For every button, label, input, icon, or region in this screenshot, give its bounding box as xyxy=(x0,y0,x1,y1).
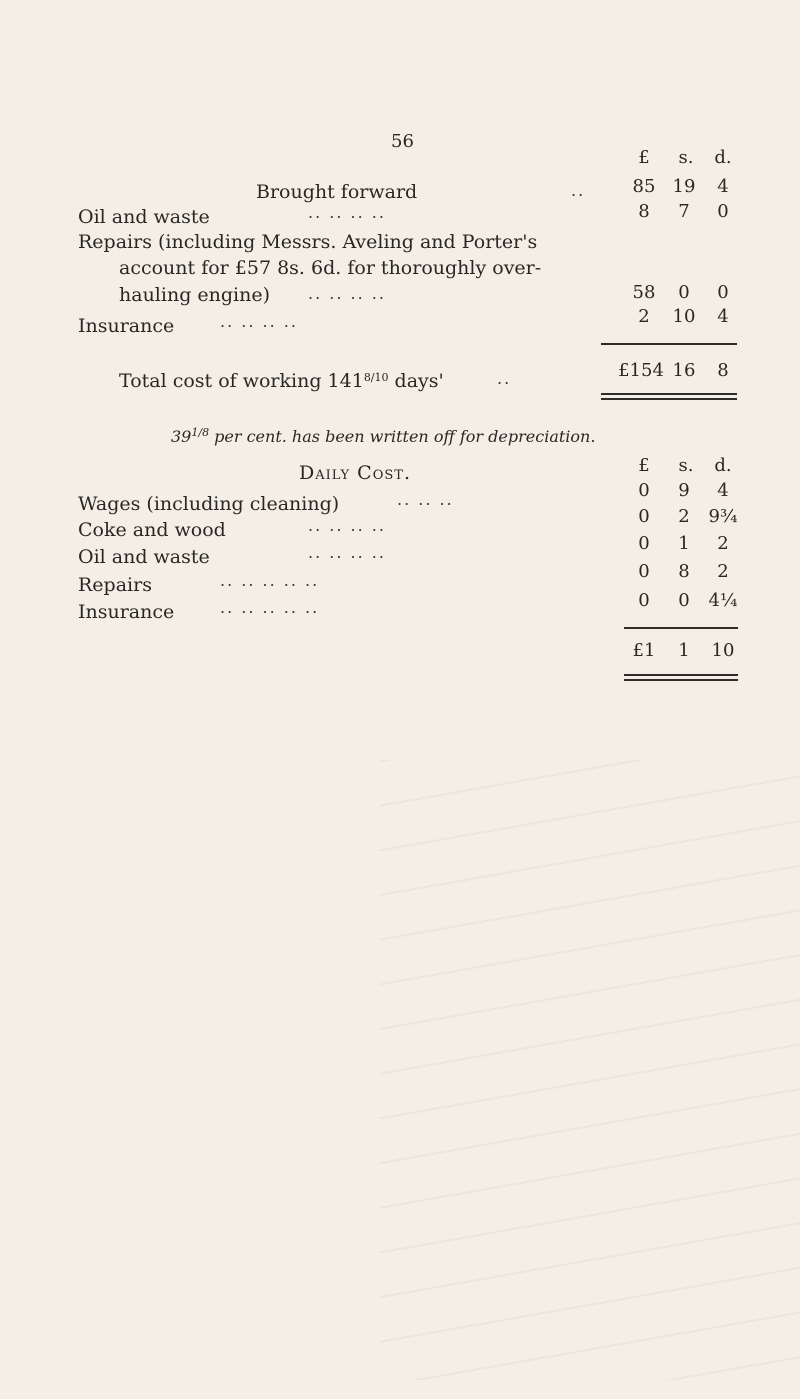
daily-row-coke-pounds: 0 xyxy=(638,506,650,527)
insurance-pounds: 2 xyxy=(638,306,650,327)
daily-row-repairs-shillings: 8 xyxy=(678,561,690,582)
daily-row-wages-leader: .. .. .. xyxy=(397,490,454,509)
total-days-fraction: 8/10 xyxy=(363,371,389,384)
insurance-leader: .. .. .. .. xyxy=(220,312,298,331)
total-double-rule-top xyxy=(601,393,737,395)
daily-row-repairs-pence: 2 xyxy=(717,561,729,582)
daily-total-pounds: £1 xyxy=(632,640,656,661)
daily-row-coke-label: Coke and wood xyxy=(78,519,226,541)
daily-row-oil-label: Oil and waste xyxy=(78,546,210,568)
daily-row-oil-pounds: 0 xyxy=(638,533,650,554)
repairs-line-3: hauling engine) xyxy=(119,284,271,306)
total-pounds: £154 xyxy=(618,360,664,381)
pounds-header: £ xyxy=(638,147,650,168)
repairs-line-2: account for £57 8s. 6d. for thoroughly over- xyxy=(119,257,542,279)
repairs-shillings: 0 xyxy=(678,282,690,303)
shillings-header: s. xyxy=(678,147,694,168)
daily-row-insurance-leader: .. .. .. .. .. xyxy=(220,598,320,617)
insurance-label: Insurance xyxy=(78,315,175,337)
daily-row-repairs-label: Repairs xyxy=(78,574,152,596)
insurance-shillings: 10 xyxy=(672,306,696,327)
daily-row-oil-leader: .. .. .. .. xyxy=(308,543,386,562)
repairs-leader: .. .. .. .. xyxy=(308,284,386,303)
brought-forward-pounds: 85 xyxy=(632,176,656,197)
oil-and-waste-shillings: 7 xyxy=(678,201,690,222)
daily-row-coke-pence: 9¾ xyxy=(708,506,738,527)
daily-row-oil-pence: 2 xyxy=(717,533,729,554)
repairs-line-1: Repairs (including Messrs. Aveling and Porter's xyxy=(78,231,538,253)
repairs-pence: 0 xyxy=(717,282,729,303)
total-pence: 8 xyxy=(717,360,729,381)
pence-header: d. xyxy=(714,147,732,168)
total-cost-label: Total cost of working $141^{8/10}$ days' xyxy=(119,370,444,392)
reverse-page-bleed-through xyxy=(380,760,800,1380)
brought-forward-pence: 4 xyxy=(717,176,729,197)
oil-and-waste-pence: 0 xyxy=(717,201,729,222)
daily-row-insurance-pounds: 0 xyxy=(638,590,650,611)
daily-row-wages-label: Wages (including cleaning) xyxy=(78,493,340,515)
brought-forward-shillings: 19 xyxy=(672,176,696,197)
daily-total-double-rule-bottom xyxy=(624,679,738,681)
daily-subtotal-rule xyxy=(624,627,738,629)
daily-total-pence: 10 xyxy=(711,640,735,661)
repairs-pounds: 58 xyxy=(632,282,656,303)
subtotal-rule xyxy=(601,343,737,345)
daily-shillings-header: s. xyxy=(678,455,694,476)
oil-and-waste-leader: .. .. .. .. xyxy=(308,203,386,222)
daily-row-wages-shillings: 9 xyxy=(678,480,690,501)
daily-row-wages-pence: 4 xyxy=(717,480,729,501)
daily-row-insurance-shillings: 0 xyxy=(678,590,690,611)
brought-forward-label: Brought forward xyxy=(256,181,418,203)
oil-and-waste-pounds: 8 xyxy=(638,201,650,222)
total-double-rule-bottom xyxy=(601,398,737,400)
insurance-pence: 4 xyxy=(717,306,729,327)
daily-total-shillings: 1 xyxy=(678,640,690,661)
daily-row-coke-leader: .. .. .. .. xyxy=(308,516,386,535)
daily-cost-heading: Daily Cost. xyxy=(299,462,411,484)
daily-row-insurance-pence: 4¼ xyxy=(708,590,738,611)
depreciation-note: $39^{1/8}$ per cent. has been written off for depreciation. xyxy=(171,426,596,446)
daily-row-oil-shillings: 1 xyxy=(678,533,690,554)
daily-row-wages-pounds: 0 xyxy=(638,480,650,501)
oil-and-waste-label: Oil and waste xyxy=(78,206,210,228)
daily-row-insurance-label: Insurance xyxy=(78,601,175,623)
total-leader: .. xyxy=(497,369,512,388)
daily-pounds-header: £ xyxy=(638,455,650,476)
daily-row-repairs-pounds: 0 xyxy=(638,561,650,582)
daily-row-coke-shillings: 2 xyxy=(678,506,690,527)
page-number: 56 xyxy=(391,131,414,152)
brought-forward-leader: .. xyxy=(571,181,586,200)
total-shillings: 16 xyxy=(672,360,696,381)
daily-row-repairs-leader: .. .. .. .. .. xyxy=(220,571,320,590)
daily-pence-header: d. xyxy=(714,455,732,476)
daily-total-double-rule-top xyxy=(624,674,738,676)
